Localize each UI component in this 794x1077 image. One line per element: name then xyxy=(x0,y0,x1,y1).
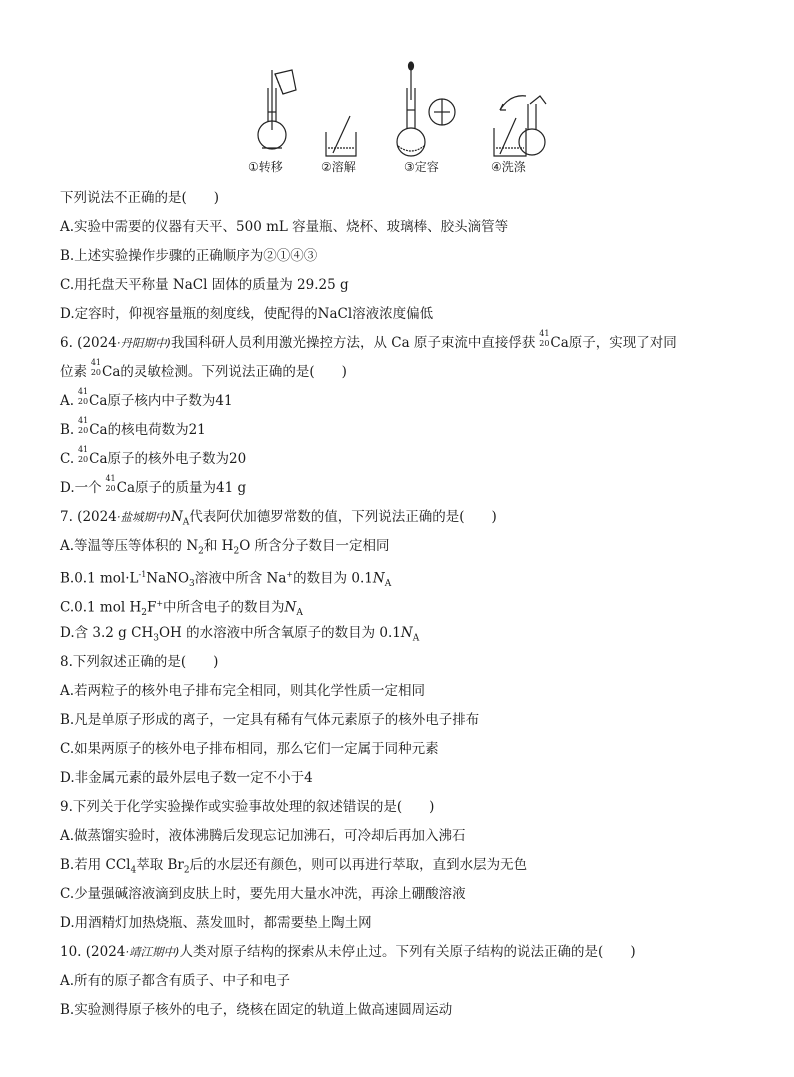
fix-volume-illustration xyxy=(397,62,455,156)
q7-option-a: A.等温等压等体积的 $N_2$和 $H_2O$ 所含分子数目一定相同 xyxy=(60,538,390,557)
q6-option-d: D.一个 41 20 Ca原子的质量为41 g xyxy=(60,474,247,496)
q8-option-a: A.若两粒子的核外电子排布完全相同，则其化学性质一定相同 xyxy=(60,683,426,699)
q10-option-b: B.实验测得原子核外的电子，绕核在固定的轨道上做高速圆周运动 xyxy=(60,1002,453,1018)
q10-option-a: A.所有的原子都含有质子、中子和电子 xyxy=(60,973,291,989)
q5-stem: 下列说法不正确的是( ) xyxy=(60,190,220,206)
q5-option-c: C.用托盘天平称量 NaCl 固体的质量为 29.25 g xyxy=(60,277,349,293)
q8-stem: 8.下列叙述正确的是( ) xyxy=(60,654,219,670)
q9-option-a: A.做蒸馏实验时，液体沸腾后发现忘记加沸石，可冷却后再加入沸石 xyxy=(60,828,466,844)
transfer-illustration xyxy=(258,70,296,149)
dissolve-illustration xyxy=(326,116,356,156)
q8-option-c: C.如果两原子的核外电子排布相同，那么它们一定属于同种元素 xyxy=(60,741,439,757)
q5-option-a: A.实验中需要的仪器有天平、500 mL 容量瓶、烧杯、玻璃棒、胶头滴管等 xyxy=(60,219,509,235)
q6-stem-line1: 6. (2024·丹阳期中)我国科研人员利用激光操控方法，从 Ca 原子束流中直接俘获 41 20 Ca原子，实现了对同 xyxy=(60,329,677,351)
q7-option-b: B.0.1 $mol\cdot L^{-1}NaNO_3$溶液中所含 Na+的数目为 $0.1N_A$ xyxy=(60,570,392,590)
q9-option-c: C.少量强碱溶液滴到皮肤上时，要先用大量水冲洗，再涂上硼酸溶液 xyxy=(60,886,466,902)
caption-dissolve: ②溶解 xyxy=(321,160,356,174)
q8-option-d: D.非金属元素的最外层电子数一定不小于4 xyxy=(60,770,313,786)
isotope-symbol: 41 20 xyxy=(78,416,89,435)
q6-option-c: C. 41 20 Ca原子的核外电子数为20 xyxy=(60,445,247,467)
isotope-symbol: 41 20 xyxy=(90,358,101,377)
q5-option-b: B.上述实验操作步骤的正确顺序为②①④③ xyxy=(60,248,318,264)
q5-option-d: D.定容时，仰视容量瓶的刻度线，使配得的NaCl溶液浓度偏低 xyxy=(60,306,434,322)
q8-option-b: B.凡是单原子形成的离子，一定具有稀有气体元素原子的核外电子排布 xyxy=(60,712,480,728)
q7-option-c: C.0.1 mol $H_2F^+$中所含电子的数目为$N_A$ xyxy=(60,599,303,619)
q7-stem: 7. (2024·盐城期中)$N_A$代表阿伏加德罗常数的值，下列说法正确的是( ) xyxy=(60,509,497,528)
caption-transfer: ①转移 xyxy=(248,160,283,174)
caption-fix-volume: ③定容 xyxy=(404,160,439,174)
q6-option-b: B. 41 20 Ca的核电荷数为21 xyxy=(60,416,206,438)
q9-option-b: B.若用 CCl$_4$萃取 $Br_2$后的水层还有颜色，则可以再进行萃取，直到水层为无色 xyxy=(60,857,528,876)
wash-illustration xyxy=(494,96,546,156)
isotope-symbol: 41 20 xyxy=(77,445,89,464)
experiment-figure xyxy=(0,60,794,180)
caption-wash: ④洗涤 xyxy=(491,160,526,174)
isotope-symbol: 41 20 xyxy=(539,329,550,348)
isotope-symbol: 41 20 xyxy=(105,474,116,493)
question-body xyxy=(60,187,740,1028)
q6-source: ·丹阳期中) xyxy=(116,336,171,350)
lab-apparatus-illustration xyxy=(0,60,794,180)
q6-option-a: A. 41 20 Ca原子核内中子数为41 xyxy=(60,387,233,409)
q7-source: ·盐城期中) xyxy=(116,510,171,524)
q6-stem-line2: 位素 41 20 Ca的灵敏检测。下列说法正确的是( ) xyxy=(60,358,347,380)
q9-stem: 9.下列关于化学实验操作或实验事故处理的叙述错误的是( ) xyxy=(60,799,435,815)
isotope-symbol: 41 20 xyxy=(77,387,89,406)
q10-source: ·靖江期中) xyxy=(125,945,180,959)
q7-option-d: D.含 3.2 g $CH_3OH$ 的水溶液中所含氧原子的数目为 $0.1N_A$ xyxy=(60,625,420,644)
q9-option-d: D.用酒精灯加热烧瓶、蒸发皿时，都需要垫上陶土网 xyxy=(60,915,372,931)
q10-stem: 10. (2024·靖江期中)人类对原子结构的探索从未停止过。下列有关原子结构的说法正确的是( ) xyxy=(60,944,636,960)
